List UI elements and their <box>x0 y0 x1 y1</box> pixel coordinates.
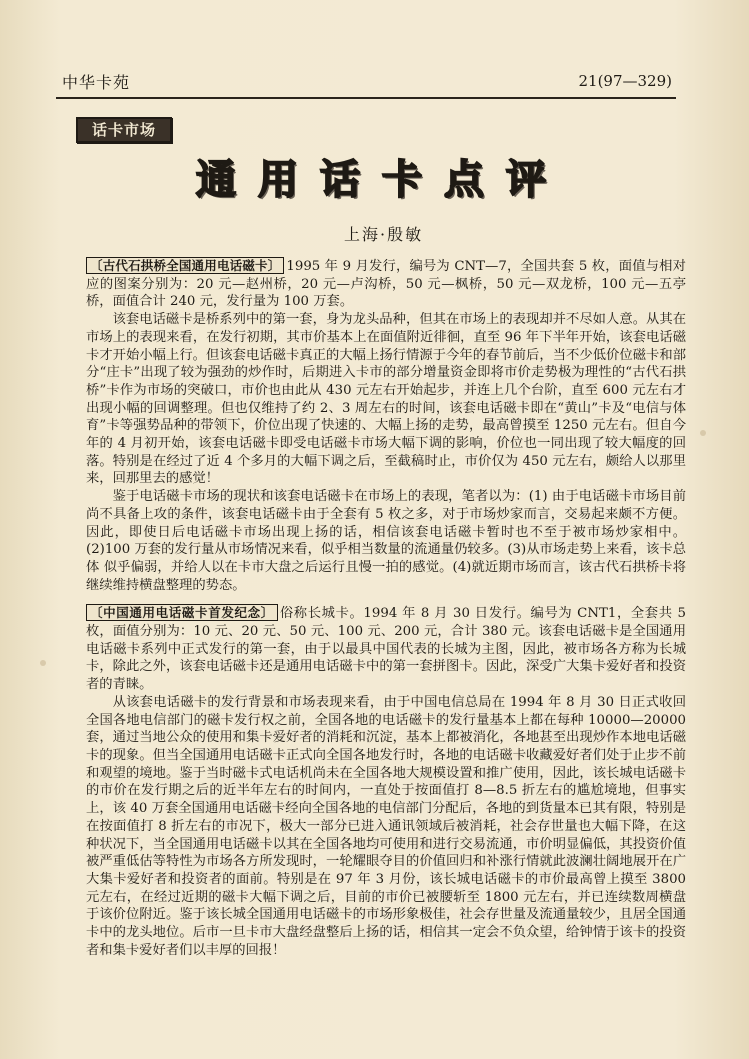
article-byline: 上海·殷敏 <box>344 225 424 244</box>
section-lead-text: 1995 年 9 月发行，编号为 CNT—7，全国共套 5 枚，面值与相对应的图案分别为：20 元—赵州桥，20 元—卢沟桥，50 元—枫桥，50 元—双龙桥，100 元—五亭桥，面值合计 240 元，发行量为 100 万套。 <box>86 259 686 310</box>
section-lead-paragraph <box>86 257 686 311</box>
section-lead-text: 俗称长城卡。1994 年 8 月 30 日发行。编号为 CNT1，全套共 5 枚，面值分别为：10 元、20 元、50 元、100 元、200 元，合计 380 元。该套电话磁卡是全国通用电话磁卡系列中正式发行的第一套，由于以最具中国代表的长城为主图，因此，被市场各方称为长城卡，除此之外，该套电话磁卡还是通用电话磁卡中的第一套拼图卡。因此，深受广大集卡爱好者和投资者的青睐。 <box>86 606 686 693</box>
section-heading: 〔古代石拱桥全国通用电话磁卡〕 <box>86 257 284 274</box>
article-body <box>86 257 686 959</box>
column-tag: 话卡市场 <box>76 117 172 143</box>
paper-blemish <box>700 430 706 436</box>
magazine-name: 中华卡苑 <box>62 73 131 92</box>
body-paragraph: 鉴于电话磁卡市场的现状和该套电话磁卡在市场上的表现，笔者以为：(1) 由于电话磁卡市场目前尚不具备上攻的条件，该套电话磁卡由于全套有 5 枚之多，对于市场炒家而言，交易起来颇不方便。因此，即使日后电话磁卡市场出现上扬的话，相信该套电话磁卡暂时也不至于被市场炒家相中。(2)100 万套的发行量从市场情况来看，似乎相当数量的流通量仍较多。(3)从市场走势上来看，该卡总体 似乎偏弱，并给人以在卡市大盘之后运行且慢一拍的感觉。(4)就近期市场而言，该古代石拱桥卡将继续维持横盘整理的势态。 <box>86 489 686 593</box>
running-head <box>62 70 672 94</box>
body-paragraph: 该套电话磁卡是桥系列中的第一套，身为龙头品种，但其在市场上的表现却并不尽如人意。从其在市场上的表现来看，在发行初期，其市价基本上在面值附近徘徊，直至 96 年下半年开始，该套电话磁卡才开始小幅上行。但该套电话磁卡真正的大幅上扬行情源于今年的春节前后，当不少低价位磁卡和部分“庄卡”出现了较为强劲的炒作时，后期进入卡市的部分增量资金即将市价走势极为理性的“古代石拱桥”卡作为市场的突破口，市价也由此从 430 元左右开始起步，并连上几个台阶，直至 600 元左右才出现小幅的回调整理。但也仅维持了约 2、3 周左右的时间，该套电话磁卡即在“黄山”卡及“电信与体育”卡等强势品种的带领下，价位出现了快速的、大幅上扬的走势，最高曾摸至 1250 元左右。但自今年的 4 月初开始，该套电话磁卡即受电话磁卡市场大幅下调的影响，价位也一同出现了较大幅度的回落。特别是在经过了近 4 个多月的大幅下调之后，至截稿时止，市价仅为 450 元左右，颇给人以那里来，回那里去的感觉！ <box>86 312 686 487</box>
body-paragraph: 从该套电话磁卡的发行背景和市场表现来看，由于中国电信总局在 1994 年 8 月 30 日正式收回全国各地电信部门的磁卡发行权之前，全国各地的电话磁卡的发行量基本上都在每种 10000—20000 套，通过当地公众的使用和集卡爱好者的消耗和沉淀，基本上都被消化，各地甚至出现炒作本地电话磁卡的现象。但当全国通用电话磁卡正式向全国各地发行时，各地的电话磁卡收藏爱好者们处于止步不前和观望的境地。鉴于当时磁卡式电话机尚未在全国各地大规模设置和推广使用，因此，该长城电话磁卡的市价在发行期之后的近半年左右的时间内，一直处于按面值打 8—8.5 折左右的尴尬境地，但事实上，该 40 万套全国通用电话磁卡经向全国各地的电信部门分配后，各地的到货量本已其有限，特别是在按面值打 8 折左右的市况下，极大一部分已进入通讯领域后被消耗，社会存世量也大幅下降，在这种状况下，当全国通用电话磁卡以其在全国各地均可使用和进行交易流通，市价明显偏低，其投资价值被严重低估等特性为市场各方所发现时，一轮耀眼夺目的价值回归和补涨行情就此波澜壮阔地展开在广大集卡爱好者和投资者的面前。特别是在 97 年 3 月份，该长城电话磁卡的市价最高曾上摸至 3800 元左右，在经过近期的磁卡大幅下调之后，目前的市价已被腰斩至 1800 元左右，并已连续数周横盘于该价位附近。鉴于该长城全国通用电话磁卡的市场形象极佳，社会存世量及流通量较少，且居全国通卡中的龙头地位。后市一旦卡市大盘经盘整后上扬的话，相信其一定会不负众望，给钟情于该卡的投资者和集卡爱好者们以丰厚的回报！ <box>86 694 686 958</box>
paper-blemish <box>40 660 46 666</box>
section-lead-paragraph <box>86 604 686 694</box>
page-number: 21(97—329) <box>578 72 672 90</box>
section-heading: 〔中国通用电话磁卡首发纪念〕 <box>86 604 278 621</box>
article-title: 通用话卡点评 <box>196 157 568 203</box>
header-rule <box>56 97 676 99</box>
